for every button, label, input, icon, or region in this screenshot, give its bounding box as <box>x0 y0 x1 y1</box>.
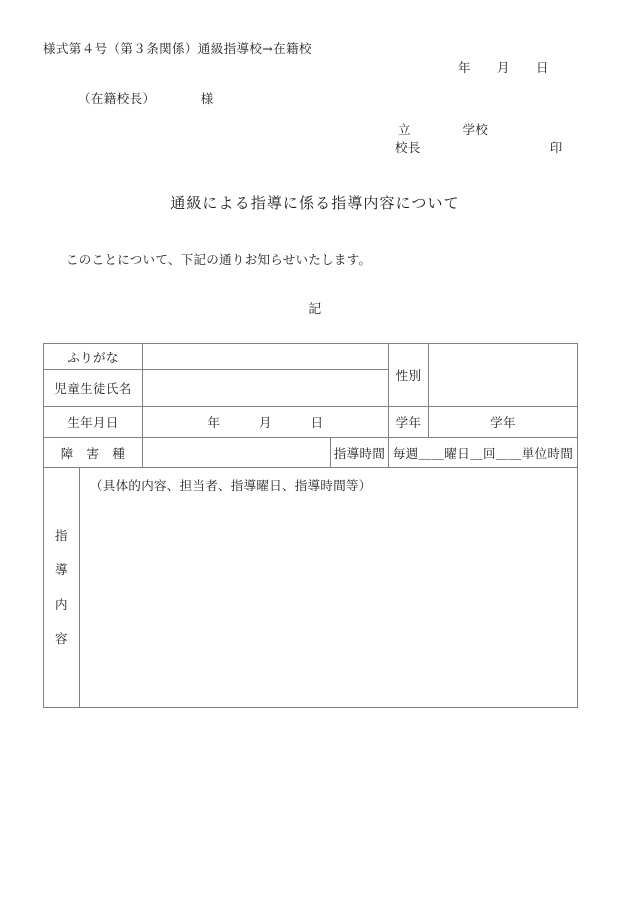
vertical-label-char-4: 容 <box>55 631 68 646</box>
sex-label: 性別 <box>389 344 429 407</box>
ki-marker: 記 <box>308 302 322 317</box>
disability-type-label: 障 害 種 <box>44 438 143 468</box>
document-title: 通級による指導に係る指導内容について <box>170 194 460 212</box>
grade-value-field[interactable]: 学年 <box>429 407 578 438</box>
sender-principal-line: 校長 印 <box>395 140 563 155</box>
sex-value-field[interactable] <box>429 344 578 407</box>
instruction-content-field[interactable] <box>80 468 578 708</box>
furigana-label: ふりがな <box>44 344 143 370</box>
table-row-furigana <box>44 344 578 370</box>
grade-label: 学年 <box>389 407 429 438</box>
table-row-disability <box>44 438 578 468</box>
vertical-label-char-1: 指 <box>55 527 68 543</box>
table-row-instruction-content <box>44 468 578 708</box>
furigana-value-field[interactable] <box>143 344 389 370</box>
date-line: 年 月 日 <box>457 60 549 75</box>
form-code-label: 様式第４号（第３条関係）通級指導校→在籍校 <box>43 41 312 56</box>
instruction-content-vertical-label <box>44 468 80 708</box>
instruction-content-note: （具体的内容、担当者、指導曜日、指導時間等） <box>90 478 372 493</box>
table-row-birthdate <box>44 407 578 438</box>
addressee-line: （在籍校長） 様 <box>78 91 214 106</box>
sender-school-line: 立 学校 <box>398 122 489 137</box>
birthdate-value-field[interactable]: 年 月 日 <box>143 407 389 438</box>
birthdate-label: 生年月日 <box>44 407 143 438</box>
student-name-label: 児童生徒氏名 <box>44 370 143 407</box>
student-name-value-field[interactable] <box>143 370 389 407</box>
vertical-label-char-3: 内 <box>55 596 68 612</box>
disability-type-value-field[interactable] <box>143 438 331 468</box>
student-info-table <box>43 343 578 708</box>
vertical-label-stack <box>44 527 79 646</box>
vertical-label-char-2: 導 <box>55 562 68 577</box>
intro-paragraph: このことについて、下記の通りお知らせいたします。 <box>66 252 372 267</box>
instruction-time-value-field[interactable]: 毎週＿＿曜日＿回＿＿単位時間 <box>389 438 578 468</box>
instruction-time-label: 指導時間 <box>331 438 389 468</box>
